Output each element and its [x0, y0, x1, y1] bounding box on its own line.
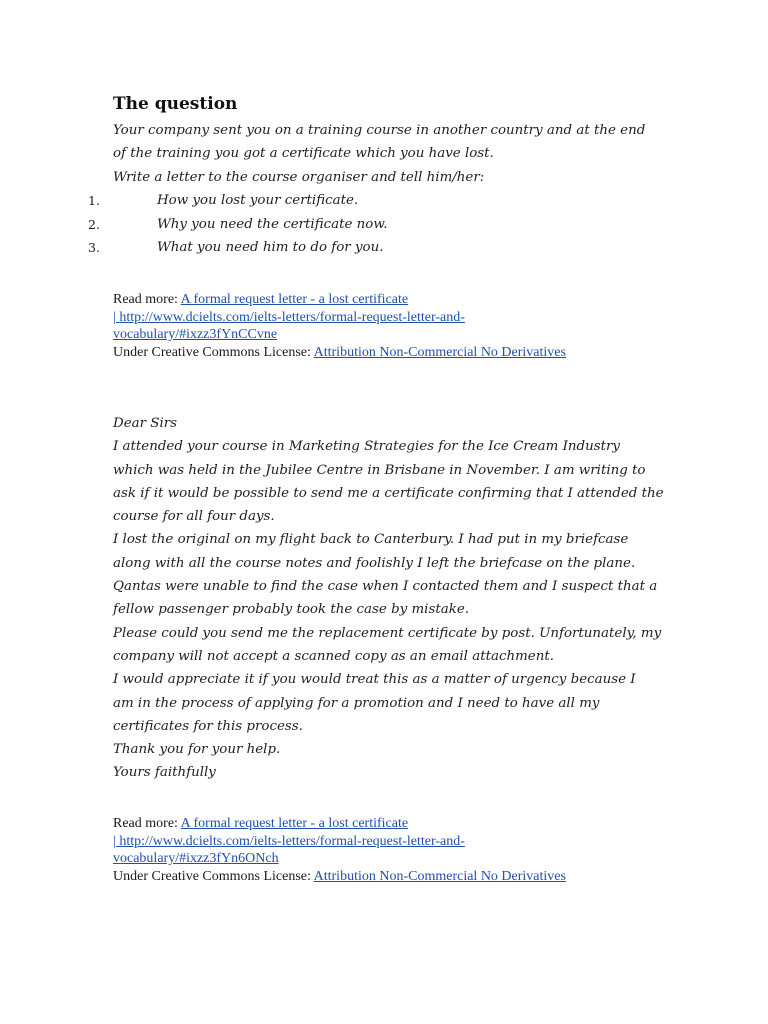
letter-line: Thank you for your help.	[113, 742, 281, 758]
license-label: Under Creative Commons License:	[113, 344, 314, 360]
question-intro	[113, 119, 673, 189]
letter-line: Qantas were unable to find the case when I contacted them and I suspect that a	[113, 579, 658, 595]
url-line: http://www.dcielts.com/ielts-letters/formal-request-letter-and-	[119, 309, 465, 325]
letter-line: Please could you send me the replacement certificate by post. Unfortunately, my	[113, 625, 662, 641]
license-link[interactable]: Attribution Non-Commercial No Derivatives	[313, 868, 566, 884]
read-more-url-link[interactable]	[113, 310, 465, 325]
letter-line: ask if it would be possible to send me a certificate confirming that I attended the	[113, 485, 664, 501]
letter-line: company will not accept a scanned copy as an email attachment.	[113, 648, 554, 664]
question-intro-line: of the training you got a certificate which you have lost.	[113, 146, 494, 162]
list-text: Why you need the certificate now.	[157, 216, 388, 232]
read-more-url-link-cont[interactable]: vocabulary/#ixzz3fYn6ONch	[113, 851, 279, 866]
letter-line: I attended your course in Marketing Strategies for the Ice Cream Industry	[113, 439, 620, 455]
list-text: What you need him to do for you.	[157, 240, 384, 255]
letter-line: I would appreciate it if you would treat this as a matter of urgency because I	[113, 672, 636, 688]
letter-line: fellow passenger probably took the case by mistake.	[113, 602, 469, 618]
question-intro-line: Write a letter to the course organiser and tell him/her:	[113, 169, 485, 185]
list-text: How you lost your certificate.	[157, 193, 359, 208]
read-more-url-link[interactable]	[113, 834, 465, 849]
letter-line: along with all the course notes and foolishly I left the briefcase on the plane.	[113, 555, 636, 571]
letter-line: course for all four days.	[113, 509, 275, 525]
license-link[interactable]: Attribution Non-Commercial No Derivatives	[313, 344, 566, 360]
question-list	[88, 189, 387, 260]
link-separator: |	[113, 833, 120, 849]
list-number: 2.	[88, 216, 100, 232]
list-item	[88, 236, 387, 260]
letter-line: certificates for this process.	[113, 718, 303, 734]
letter-line: which was held in the Jubilee Centre in Brisbane in November. I am writing to	[113, 462, 646, 478]
read-more-label: Read more:	[113, 816, 181, 831]
list-number: 3.	[88, 240, 100, 255]
letter-line: Yours faithfully	[113, 765, 216, 781]
letter-line: I lost the original on my flight back to Canterbury. I had put in my briefcase	[113, 532, 629, 548]
section-heading: The question	[113, 94, 238, 114]
letter-line: am in the process of applying for a promotion and I need to have all my	[113, 695, 600, 711]
list-item	[88, 213, 387, 237]
letter-body	[113, 412, 673, 785]
letter-line: Dear Sirs	[113, 416, 178, 431]
list-item	[88, 189, 387, 213]
read-more-title-link[interactable]: A formal request letter - a lost certificate	[180, 816, 409, 831]
url-line: http://www.dcielts.com/ielts-letters/formal-request-letter-and-	[119, 833, 465, 849]
license-label: Under Creative Commons License:	[113, 868, 314, 884]
read-more-title-link[interactable]: A formal request letter - a lost certificate	[180, 292, 409, 307]
read-more-url-link-cont[interactable]: vocabulary/#ixzz3fYnCCvne	[113, 327, 278, 342]
read-more-label: Read more:	[113, 292, 181, 307]
read-more-block-top	[113, 291, 673, 361]
link-separator: |	[113, 309, 120, 325]
question-intro-line: Your company sent you on a training course in another country and at the end	[113, 123, 646, 138]
read-more-block-bottom	[113, 815, 673, 885]
list-number: 1.	[88, 193, 100, 208]
